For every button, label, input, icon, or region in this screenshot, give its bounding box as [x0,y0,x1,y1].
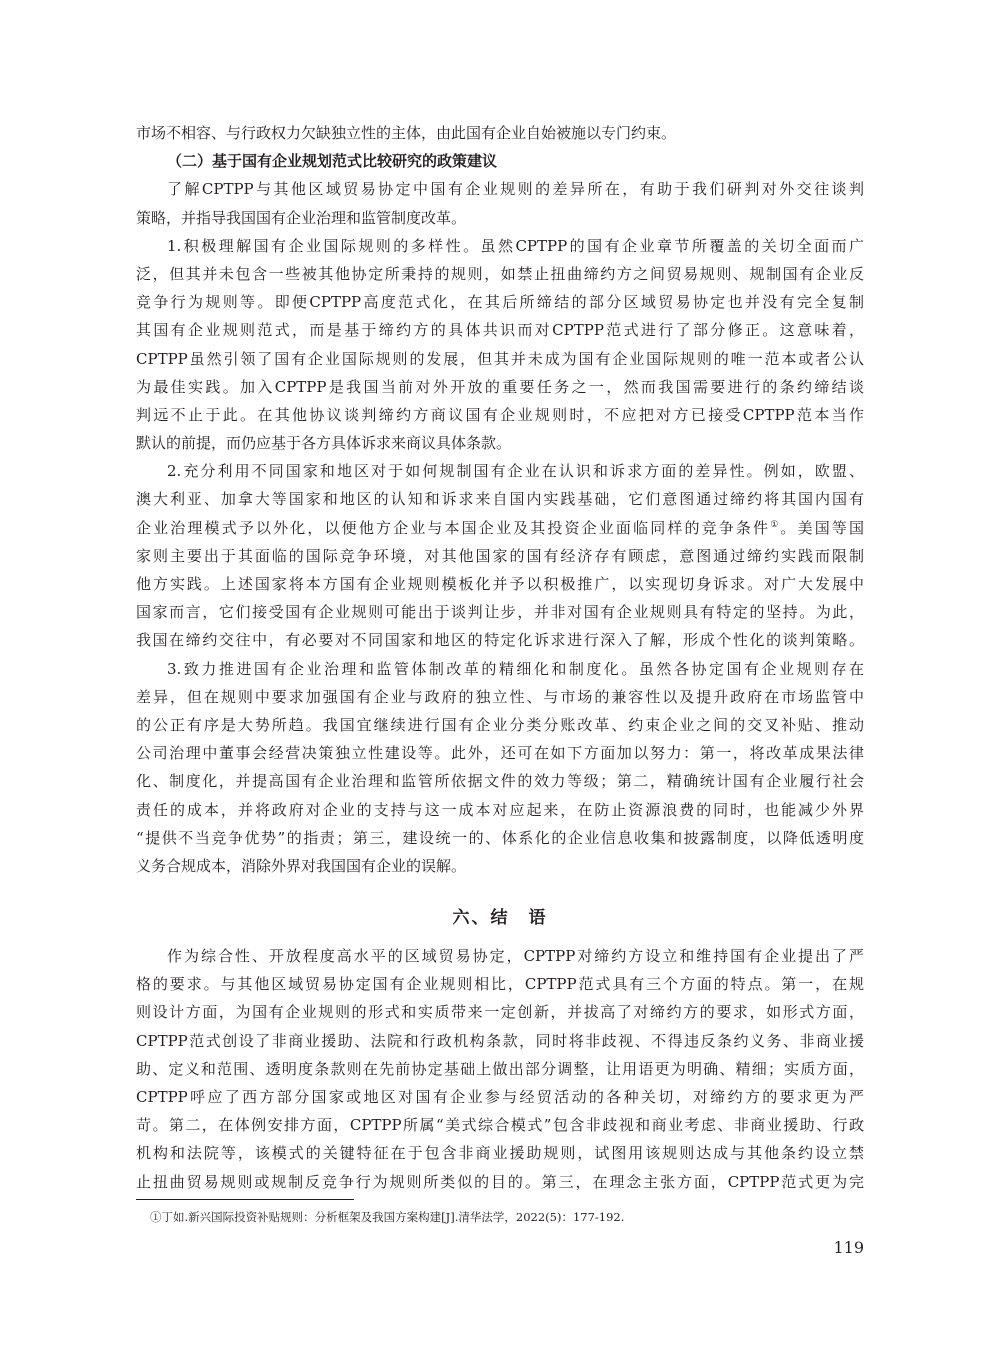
text-line [136,260,864,288]
line-text: 国家而言，它们接受国有企业规则可能出于谈判让步，并非对国有企业规则具有特定的坚持。为此， [136,603,864,622]
text-line [136,796,864,824]
text-line [136,1168,864,1196]
text-line [136,485,864,513]
line-text: “提供不当竞争优势”的指责；第三，建设统一的、体系化的企业信息收集和披露制度，以降低透明度 [136,828,864,847]
line-text: CPTPP呼应了西方部分国家或地区对国有企业参与经贸活动的各种关切，对缔约方的要求更为严 [136,1087,864,1106]
line-text: CPTPP范式创设了非商业援助、法院和行政机构条款，同时将非歧视、不得违反条约义务、非商业援 [136,1031,864,1050]
text-line [136,316,864,344]
text-line [136,824,864,852]
line-text: 默认的前提，而仍应基于各方具体诉求来商议具体条款。 [136,434,512,453]
line-text: 了解CPTPP与其他区域贸易协定中国有企业规则的差异所在，有助于我们研判对外交往谈判 [167,180,864,199]
text-line [136,373,864,401]
text-line [136,1055,864,1083]
line-text: 作为综合性、开放程度高水平的区域贸易协定，CPTPP对缔约方设立和维持国有企业提出了严 [167,947,864,965]
line-text: 机构和法院等，该模式的关键特征在于包含非商业援助规则，试图用该规则达成与其他条约设立禁 [136,1144,864,1163]
text-line [136,514,864,542]
page-number: 119 [833,1238,864,1257]
text-line [136,1083,864,1111]
line-text: 公司治理中董事会经营决策独立性建设等。此外，还可在如下方面加以努力：第一，将改革成果法律 [136,744,864,763]
text-line [136,683,864,711]
body-text-top [136,119,864,880]
text-line [136,204,864,232]
line-text: 竞争行为规则等。即便CPTPP高度范式化，在其后所缔结的部分区域贸易协定也并没有完全复制 [136,293,864,312]
line-text: 策略，并指导我国国有企业治理和监管制度改革。 [136,208,467,227]
text-line [136,570,864,598]
text-line [136,852,864,880]
line-text: 则设计方面，为国有企业规则的形式和实质带来一定创新，并拔高了对缔约方的要求，如形式方面， [136,1003,864,1022]
line-text: 澳大利亚、加拿大等国家和地区的认知和诉求来自国内实践基础，它们意图通过缔约将其国内国有 [136,490,864,509]
text-line [136,739,864,767]
text-line [136,288,864,316]
line-text: 他方实践。上述国家将本方国有企业规则模板化并予以积极推广，以实现切身诉求。对广大发展中 [136,575,864,593]
text-line [136,175,864,203]
line-text: 化、制度化，并提高国有企业治理和监管所依据文件的效力等级；第二，精确统计国有企业履行社会 [136,772,864,791]
text-line [136,942,864,970]
text-line [136,345,864,373]
text-line [136,1111,864,1139]
text-line [136,1139,864,1167]
line-text: 3.致力推进国有企业治理和监管体制改革的精细化和制度化。虽然各协定国有企业规则存在 [167,659,864,678]
footnote: ①丁如.新兴国际投资补贴规则：分析框架及我国方案构建[J].清华法学，2022(5)：177-192. [150,1210,625,1224]
text-line [136,711,864,739]
line-text: 企业治理模式予以外化，以便他方企业与本国企业及其投资企业面临同样的竞争条件 [136,518,771,537]
text-line [136,119,864,147]
line-text: 泛，但其并未包含一些被其他协定所秉持的规则，如禁止扭曲缔约方之间贸易规则、规制国有企业反 [136,264,864,283]
line-text: 家则主要出于其面临的国际竞争环境，对其他国家的国有经济存有顾虑，意图通过缔约实践而限制 [136,546,864,565]
text-line [136,232,864,260]
text-line [136,542,864,570]
text-line [136,655,864,683]
line-text: 市场不相容、与行政权力欠缺独立性的主体，由此国有企业自始被施以专门约束。 [136,124,677,142]
line-text: 其国有企业规则范式，而是基于缔约方的具体共识而对CPTPP范式进行了部分修正。这意味着， [136,321,864,340]
subheading [136,147,864,175]
line-text: 义务合规成本，消除外界对我国国有企业的误解。 [136,856,467,875]
line-text: CPTPP虽然引领了国有企业国际规则的发展，但其并未成为国有企业国际规则的唯一范本或者公认 [136,349,864,368]
line-text: 苛。第二，在体例安排方面，CPTPP所属“美式综合模式”包含非歧视和商业考虑、非商业援助、行政 [136,1116,864,1135]
text-line [136,998,864,1026]
text-line [136,970,864,998]
section-heading: 六、结 语 [452,908,548,928]
line-text: 的公正有序是大势所趋。我国宜继续进行国有企业分类分账改革、约束企业之间的交叉补贴、推动 [136,715,864,734]
text-line [136,1027,864,1055]
line-text: 为最佳实践。加入CPTPP是我国当前对外开放的重要任务之一，然而我国需要进行的条约缔结谈 [136,377,864,396]
line-text: 。美国等国 [780,518,864,537]
text-line [136,626,864,654]
text-line [136,429,864,457]
footnote-divider [136,1199,354,1200]
line-text: 判远不止于此。在其他协议谈判缔约方商议国有企业规则时，不应把对方已接受CPTPP范本当作 [136,405,864,424]
text-line [136,401,864,429]
text-line [136,598,864,626]
line-text: （二）基于国有企业规划范式比较研究的政策建议 [167,152,498,171]
text-line [136,457,864,485]
line-text: 责任的成本，并将政府对企业的支持与这一成本对应起来，在防止资源浪费的同时，也能减少外界 [136,800,864,819]
text-line [136,767,864,795]
line-text: 差异，但在规则中要求加强国有企业与政府的独立性、与市场的兼容性以及提升政府在市场监管中 [136,687,864,706]
line-text: 格的要求。与其他区域贸易协定国有企业规则相比，CPTPP范式具有三个方面的特点。第一，在规 [136,975,864,994]
line-text: 我国在缔约交往中，有必要对不同国家和地区的特定化诉求进行深入了解，形成个性化的谈判策略。 [136,631,864,650]
line-text: 1.积极理解国有企业国际规则的多样性。虽然CPTPP的国有企业章节所覆盖的关切全面而广 [167,236,864,255]
footnote-marker[interactable]: ① [770,519,781,530]
line-text: 2.充分利用不同国家和地区对于如何规制国有企业在认识和诉求方面的差异性。例如，欧盟、 [167,462,864,481]
line-text: 助、定义和范围、透明度条款则在先前协定基础上做出部分调整，让用语更为明确、精细；实质方面， [136,1059,864,1078]
body-text-bottom [136,942,864,1196]
line-text: 止扭曲贸易规则或规制反竞争行为规则所类似的目的。第三，在理念主张方面，CPTPP范式更为完 [136,1172,864,1191]
